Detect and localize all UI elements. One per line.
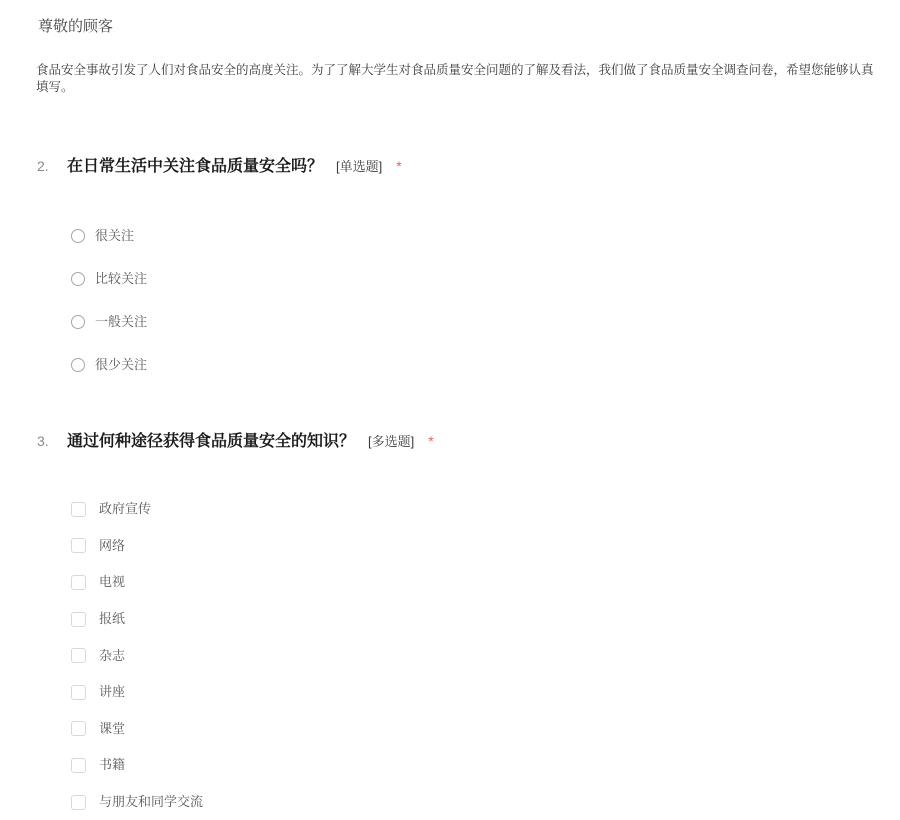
survey-description: 食品安全事故引发了人们对食品安全的高度关注。为了了解大学生对食品质量安全问题的了解及看法，我们做了食品质量安全调查问卷，希望您能够认真填写。 xyxy=(36,63,874,94)
radio-button-icon[interactable] xyxy=(71,272,85,286)
question-text: 通过何种途径获得食品质量安全的知识？ xyxy=(67,433,356,450)
checkbox-option-row[interactable] xyxy=(71,747,876,784)
checkbox-icon[interactable] xyxy=(71,575,86,590)
checkbox-option-row[interactable] xyxy=(71,528,876,565)
checkbox-option-row[interactable] xyxy=(71,491,876,528)
radio-button-icon[interactable] xyxy=(71,229,85,243)
radio-option-row[interactable] xyxy=(71,214,876,257)
required-asterisk: * xyxy=(396,158,402,174)
checkbox-icon[interactable] xyxy=(71,721,86,736)
checkbox-option-row[interactable] xyxy=(71,711,876,748)
question-3 xyxy=(36,431,876,820)
checkbox-option-row[interactable] xyxy=(71,784,876,820)
option-label: 课堂 xyxy=(99,720,126,736)
checkbox-icon[interactable] xyxy=(71,795,86,810)
question-header xyxy=(36,431,876,452)
radio-option-row[interactable] xyxy=(71,300,876,343)
option-label: 网络 xyxy=(99,537,126,553)
required-asterisk: * xyxy=(428,433,434,449)
option-label: 政府宣传 xyxy=(99,501,152,517)
radio-button-icon[interactable] xyxy=(71,315,85,329)
option-label: 很少关注 xyxy=(95,356,148,372)
checkbox-option-row[interactable] xyxy=(71,564,876,601)
checkbox-icon[interactable] xyxy=(71,648,86,663)
radio-option-row[interactable] xyxy=(71,343,876,386)
option-label: 讲座 xyxy=(99,684,126,700)
checkbox-icon[interactable] xyxy=(71,612,86,627)
question-number: 3. xyxy=(37,433,49,449)
question-type-label: [多选题] xyxy=(368,434,415,449)
option-label: 与朋友和同学交流 xyxy=(99,794,204,810)
checkbox-option-row[interactable] xyxy=(71,601,876,638)
option-label: 报纸 xyxy=(99,611,126,627)
checkbox-option-row[interactable] xyxy=(71,674,876,711)
checkbox-icon[interactable] xyxy=(71,685,86,700)
question-text: 在日常生活中关注食品质量安全吗？ xyxy=(67,158,324,175)
question-number: 2. xyxy=(37,158,49,174)
option-label: 一般关注 xyxy=(95,313,148,329)
question-2 xyxy=(36,156,876,386)
question-header xyxy=(36,156,876,177)
option-label: 很关注 xyxy=(95,227,135,243)
option-label: 比较关注 xyxy=(95,270,148,286)
radio-option-row[interactable] xyxy=(71,257,876,300)
option-label: 电视 xyxy=(99,574,126,590)
option-label: 杂志 xyxy=(99,647,126,663)
checkbox-option-list xyxy=(71,491,876,820)
radio-option-list xyxy=(71,214,876,386)
checkbox-option-row[interactable] xyxy=(71,637,876,674)
checkbox-icon[interactable] xyxy=(71,758,86,773)
checkbox-icon[interactable] xyxy=(71,502,86,517)
question-type-label: [单选题] xyxy=(336,159,383,174)
option-label: 书籍 xyxy=(99,757,126,773)
radio-button-icon[interactable] xyxy=(71,358,85,372)
survey-title: 尊敬的顾客 xyxy=(38,18,114,35)
checkbox-icon[interactable] xyxy=(71,538,86,553)
